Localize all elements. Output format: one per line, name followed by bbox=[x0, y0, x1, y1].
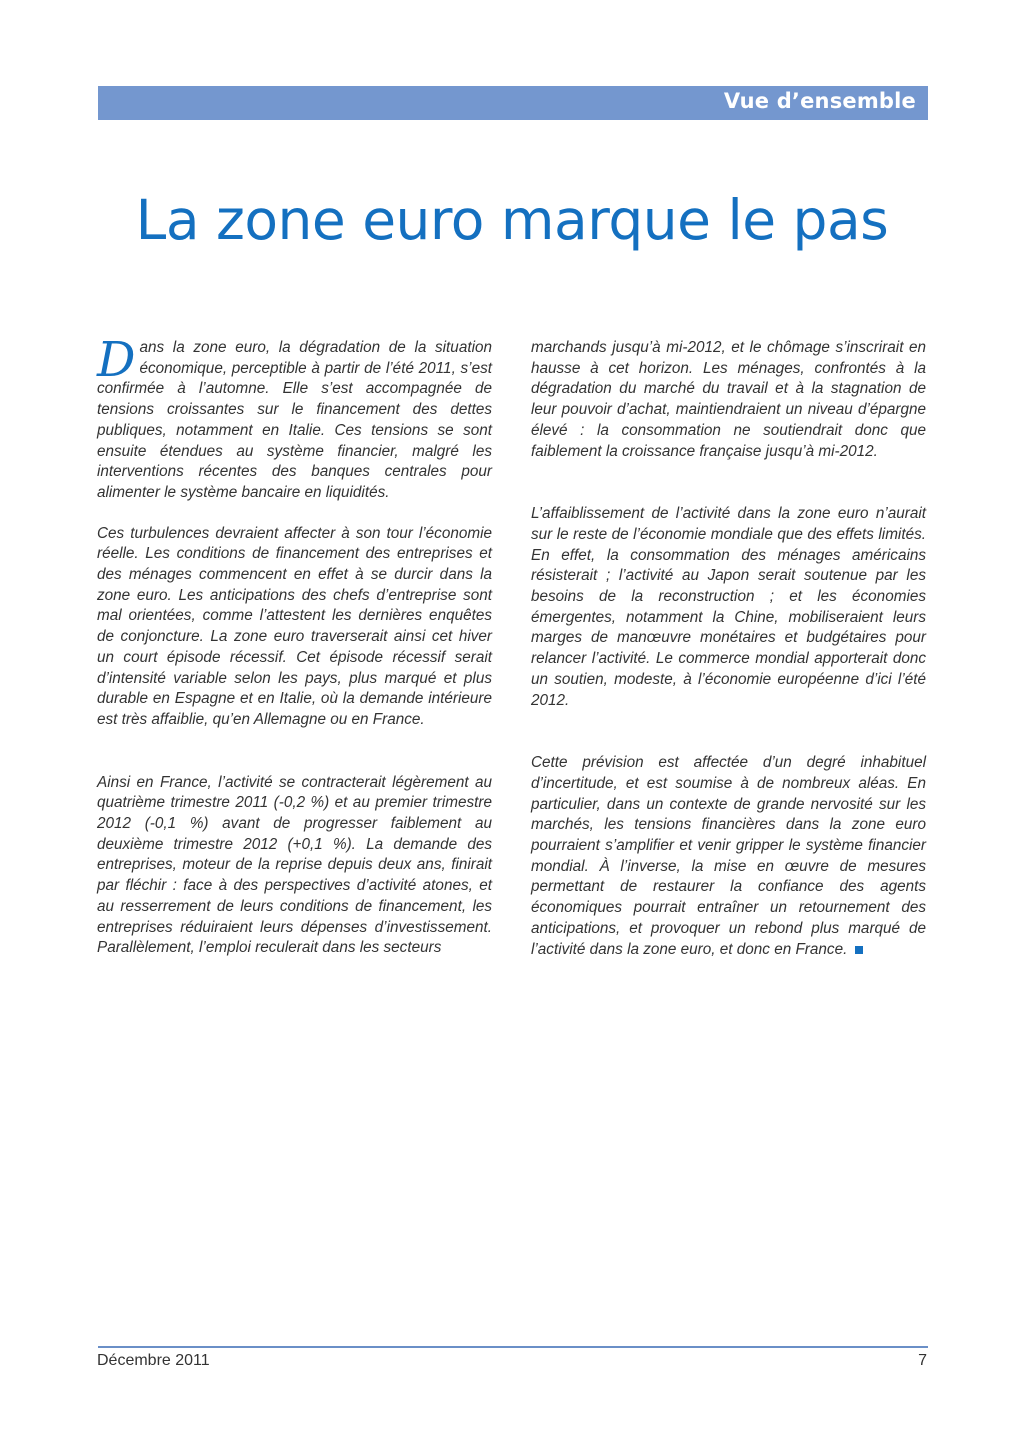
paragraph-uncertainty bbox=[531, 753, 926, 960]
paragraph-uncertainty-text: Cette prévision est affectée d’un degré inhabituel d’incertitude, et est soumise à de nombreux aléas. En particulier, dans un contexte de grande nervosité sur les marchés, les tensions financières dans la zone euro pourraient s’amplifier et venir gripper le système financier mondial. À l’inverse, la mise en œuvre de mesures permettant de restaurer la confiance des agents économiques pourrait entraîner un retournement des anticipations, et provoquer un rebond plus marqué de l’activité dans la zone euro, et donc en France. bbox=[531, 754, 926, 958]
right-column bbox=[531, 338, 926, 960]
page-number: 7 bbox=[918, 1352, 927, 1369]
page-title: La zone euro marque le pas bbox=[135, 188, 889, 252]
paragraph-intro-text: ans la zone euro, la dégradation de la situation économique, perceptible à partir de l’été 2011, s’est confirmée à l’automne. Elle s’est accompagnée de tensions croissantes sur le financement des dettes publiques, notamment en Italie. Ces tensions se sont ensuite étendues au système financier, malgré les interventions récentes des banques centrales pour alimenter le système bancaire en liquidités. bbox=[97, 339, 492, 501]
left-column bbox=[97, 332, 492, 959]
paragraph-world-economy: L’affaiblissement de l’activité dans la zone euro n’aurait sur le reste de l’économie mondiale que des effets limités. En effet, la consommation des ménages américains résisterait ; l’activité au Japon serait soutenue par les besoins de la reconstruction ; et les économies émergentes, notamment la Chine, mobiliseraient leurs marges de manœuvre monétaires et budgétaires pour relancer l’activité. Le commerce mondial apporterait donc un soutien, modeste, à l’économie européenne d’ici l’été 2012. bbox=[531, 505, 926, 709]
paragraph-households: marchands jusqu’à mi-2012, et le chômage s’inscrirait en hausse à cet horizon. Les ménages, confrontés à la dégradation du marché du travail et à la stagnation de leur pouvoir d’achat, maintiendraient un niveau d’épargne élevé : la consommation ne soutiendrait donc que faiblement la croissance française jusqu’à mi-2012. bbox=[531, 339, 926, 460]
drop-cap: D bbox=[97, 332, 136, 388]
section-header-band bbox=[98, 86, 928, 120]
paragraph-turbulences: Ces turbulences devraient affecter à son tour l’économie réelle. Les conditions de financement des entreprises et des ménages commencent en effet à se durcir dans la zone euro. Les anticipations des chefs d’entreprise sont mal orientées, comme l’attestent les dernières enquêtes de conjoncture. La zone euro traverserait ainsi cet hiver un court épisode récessif. Cet épisode récessif serait d’intensité variable selon les pays, plus marqué et plus durable en Espagne et en Italie, où la demande intérieure est très affaiblie, qu’en Allemagne ou en France. bbox=[97, 524, 492, 728]
footer-rule bbox=[98, 1346, 928, 1348]
end-of-article-square-icon bbox=[855, 946, 863, 954]
paragraph-france: Ainsi en France, l’activité se contracterait légèrement au quatrième trimestre 2011 (-0,2 %) et au premier trimestre 2012 (-0,1 %) avant de progresser faiblement au deuxième trimestre 2012 (+0,1 %). La demande des entreprises, moteur de la reprise depuis deux ans, finirait par fléchir : face à des perspectives d’activité atones, et au resserrement de leurs conditions de financement, les entreprises réduiraient leurs dépenses d’investissement. Parallèlement, l’emploi reculerait dans les secteurs bbox=[97, 773, 492, 957]
section-label: Vue d’ensemble bbox=[723, 89, 916, 113]
paragraph-intro bbox=[97, 332, 492, 504]
footer-date: Décembre 2011 bbox=[97, 1352, 210, 1369]
